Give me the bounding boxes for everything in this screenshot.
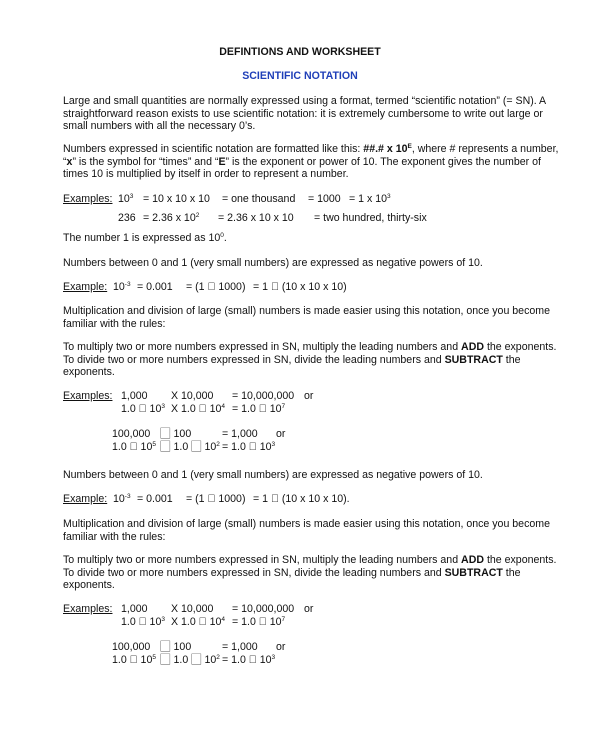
div-operand: 100,000 — [112, 428, 151, 440]
mult-result-sn: = 1.0 ⃞ $10^7$ — [232, 403, 286, 415]
or-text: or — [276, 641, 286, 653]
example-number: 236 — [118, 212, 136, 224]
div-operand: 100,000 — [112, 641, 151, 653]
div-result-sn: = 1.0 ⃞ $10^3$ — [222, 441, 276, 453]
example-fraction: = (1 ⃞ 1000) — [186, 281, 246, 293]
example-label: Example: — [63, 281, 108, 293]
examples-label: Examples: — [63, 193, 113, 205]
mult-operand: X 10,000 — [171, 390, 214, 402]
example-decimal: = 0.001 — [137, 493, 173, 505]
example-sn: = 2.36 x $10^2$ — [143, 212, 200, 224]
mult-result-sn: = 1.0 ⃞ $10^7$ — [232, 616, 286, 628]
or-text: or — [276, 428, 286, 440]
div-operand-sn: ⃞ 1.0 ⃞ $10^2$ — [160, 441, 220, 453]
mult-operand-sn: X 1.0 ⃞ $10^4$ — [171, 616, 225, 628]
mult-operand-sn: 1.0 ⃞ $10^3$ — [121, 616, 165, 628]
example-expansion: = 1 ⃞ (10 x 10 x 10). — [253, 493, 350, 505]
multiplication-paragraph: Multiplication and division of large (small) numbers is made easier using this notation, once you become familiar with the rules: — [63, 518, 550, 543]
div-operand-sn: 1.0 ⃞ $10^5$ — [112, 441, 156, 453]
format-paragraph: Numbers expressed in scientific notation are formatted like this: ##.# x $10^E$, where # represents a number, “x” is the symbol for “times” and “E” is the exponent or power of 10. The exponent gives the number of times 10 is multiplied by itself in order to represent a number. — [63, 143, 559, 181]
example-power: $10^{-3}$ — [113, 493, 131, 505]
negative-powers-sentence: Numbers between 0 and 1 (very small numbers) are expressed as negative powers of 10. — [63, 257, 483, 269]
div-result: = 1,000 — [222, 641, 258, 653]
example-power: $10^{-3}$ — [113, 281, 131, 293]
examples-label: Examples: — [63, 603, 113, 615]
intro-paragraph: Large and small quantities are normally expressed using a format, termed “scientific notation” (= SN). A straightforward reason exists to use scientific notation: it is extremely cumbersome to write out large or small numbers with all the necessary 0’s. — [63, 95, 546, 133]
document-title: DEFINTIONS AND WORKSHEET — [219, 46, 381, 58]
example-number: = 1000 — [308, 193, 341, 205]
example-power: $10^3$ — [118, 193, 134, 205]
mult-operand: X 10,000 — [171, 603, 214, 615]
div-operand: ⃞ 100 — [160, 428, 192, 440]
format-expression: ##.# x $10^E$ — [363, 143, 412, 155]
multiplication-paragraph: Multiplication and division of large (small) numbers is made easier using this notation, once you become familiar with the rules: — [63, 305, 550, 330]
example-expansion: = 1 ⃞ (10 x 10 x 10) — [253, 281, 347, 293]
document-subtitle: SCIENTIFIC NOTATION — [242, 70, 358, 82]
div-result-sn: = 1.0 ⃞ $10^3$ — [222, 654, 276, 666]
rules-paragraph: To multiply two or more numbers expressed in SN, multiply the leading numbers and ADD the exponents. To divide two or more numbers expressed in SN, divide the leading numbers and SUBTRACT the exponents. — [63, 554, 557, 592]
div-result: = 1,000 — [222, 428, 258, 440]
example-expansion: = 2.36 x 10 x 10 — [218, 212, 294, 224]
example-sn: = 1 x $10^3$ — [349, 193, 391, 205]
rules-paragraph: To multiply two or more numbers expressed in SN, multiply the leading numbers and ADD the exponents. To divide two or more numbers expressed in SN, divide the leading numbers and SUBTRACT the exponents. — [63, 341, 557, 379]
example-fraction: = (1 ⃞ 1000) — [186, 493, 246, 505]
mult-operand: 1,000 — [121, 603, 148, 615]
example-label: Example: — [63, 493, 108, 505]
example-expansion: = 10 x 10 x 10 — [143, 193, 210, 205]
div-operand-sn: 1.0 ⃞ $10^5$ — [112, 654, 156, 666]
examples-label: Examples: — [63, 390, 113, 402]
div-operand: ⃞ 100 — [160, 641, 192, 653]
mult-operand-sn: 1.0 ⃞ $10^3$ — [121, 403, 165, 415]
or-text: or — [304, 390, 314, 402]
mult-operand-sn: X 1.0 ⃞ $10^4$ — [171, 403, 225, 415]
div-operand-sn: ⃞ 1.0 ⃞ $10^2$ — [160, 654, 220, 666]
example-words: = two hundred, thirty-six — [314, 212, 427, 224]
or-text: or — [304, 603, 314, 615]
mult-operand: 1,000 — [121, 390, 148, 402]
number-one-sentence: The number 1 is expressed as $10^0$. — [63, 232, 227, 244]
example-decimal: = 0.001 — [137, 281, 173, 293]
example-words: = one thousand — [222, 193, 296, 205]
mult-result: = 10,000,000 — [232, 603, 295, 615]
negative-powers-sentence: Numbers between 0 and 1 (very small numbers) are expressed as negative powers of 10. — [63, 469, 483, 481]
mult-result: = 10,000,000 — [232, 390, 295, 402]
